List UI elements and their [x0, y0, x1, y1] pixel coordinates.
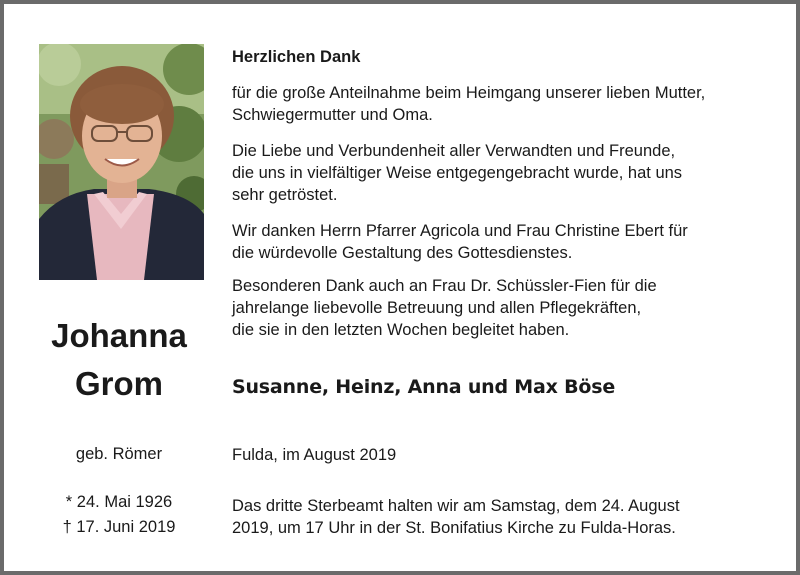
portrait-photo — [39, 44, 204, 280]
deceased-last-name: Grom — [74, 365, 163, 402]
family-signature: Susanne, Heinz, Anna und Max Böse — [232, 376, 616, 398]
notice-paragraph: für die große Anteilnahme beim Heimgang unserer lieben Mutter, Schwiegermutter und Oma. — [232, 84, 706, 124]
death-date: † 17. Juni 2019 — [62, 518, 176, 536]
place-date: Fulda, im August 2019 — [232, 446, 397, 464]
notice-paragraph: Die Liebe und Verbundenheit aller Verwandten und Freunde, die uns in vielfältiger Weise entgegengebracht wurde, hat uns sehr getröstet. — [232, 142, 683, 204]
birth-date: * 24. Mai 1926 — [65, 493, 173, 511]
notice-heading: Herzlichen Dank — [232, 48, 361, 66]
notice-paragraph: Besonderen Dank auch an Frau Dr. Schüssler-Fien für die jahrelange liebevolle Betreuung und allen Pflegekräften, die sie in den letzten Wochen begleitet haben. — [232, 277, 657, 339]
service-info: Das dritte Sterbeamt halten wir am Samstag, dem 24. August 2019, um 17 Uhr in der St. Bonifatius Kirche zu Fulda-Horas. — [232, 497, 680, 537]
deceased-first-name: Johanna — [51, 317, 187, 354]
notice-paragraph: Wir danken Herrn Pfarrer Agricola und Frau Christine Ebert für die würdevolle Gestaltung des Gottesdienstes. — [232, 222, 688, 262]
birth-name: geb. Römer — [75, 445, 163, 463]
